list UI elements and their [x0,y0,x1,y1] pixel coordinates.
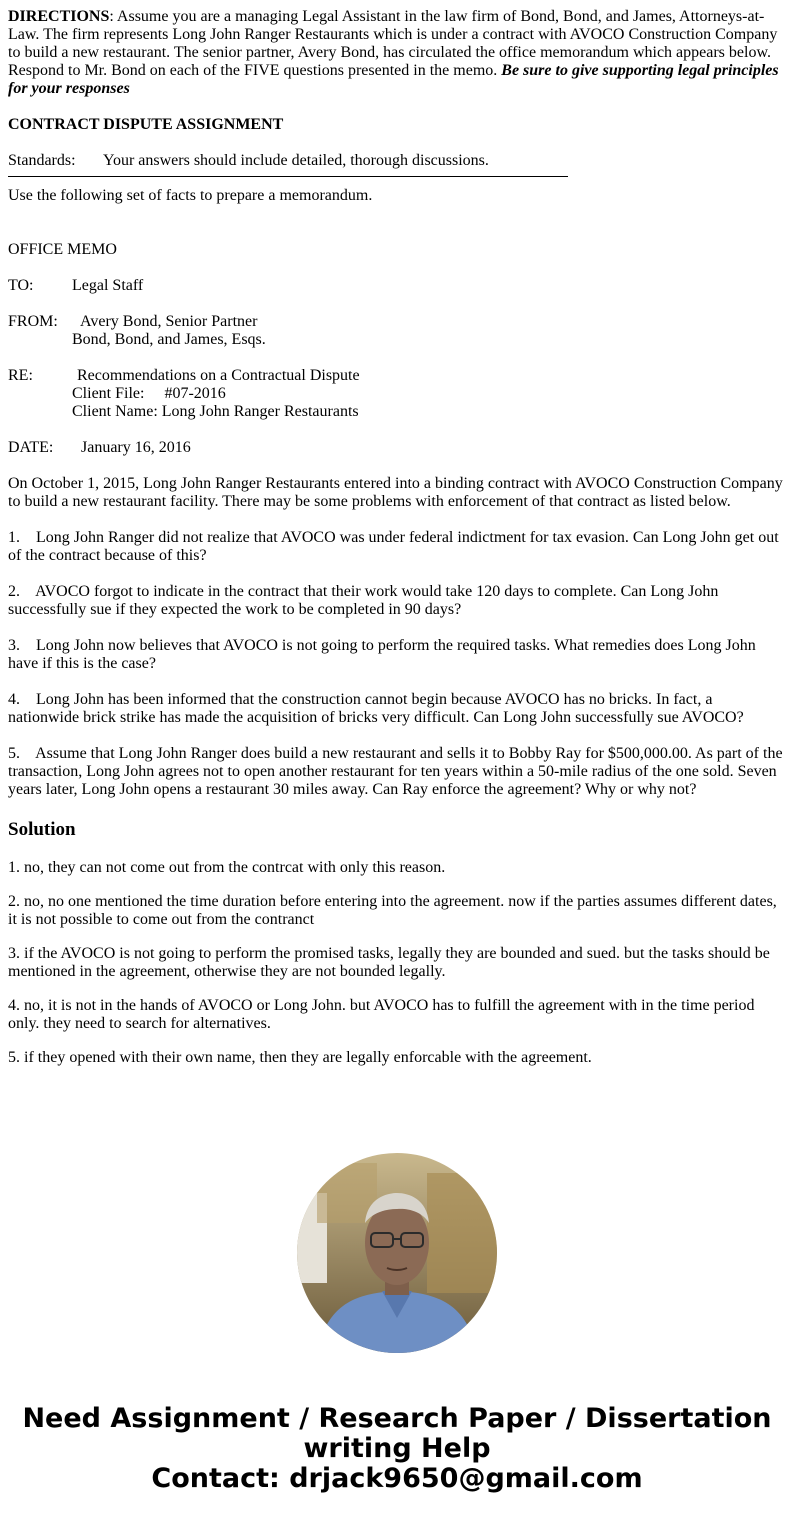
directions-paragraph [8,8,786,98]
question-5: 5. Assume that Long John Ranger does build a new restaurant and sells it to Bobby Ray for $500,000.00. As part of the transaction, Long John agrees not to open another restaurant for ten years within a 50-mile radius of the one sold. Seven years later, Long John opens a restaurant 30 miles away. Can Ray enforce the agreement? Why or why not? [8,745,787,798]
question-3: 3. Long John now believes that AVOCO is not going to perform the required tasks. What remedies does Long John have if this is the case? [8,637,760,672]
directions-label: DIRECTIONS [8,8,110,25]
question-4: 4. Long John has been informed that the construction cannot begin because AVOCO has no bricks. In fact, a nationwide brick strike has made the acquisition of bricks very difficult. Can Long John successfully sue AVOCO? [8,691,744,726]
directions-emphasis: Be sure to give supporting legal principles for your responses [8,62,779,97]
standards-line [8,152,786,170]
document [8,8,786,1083]
promo-banner [0,1404,794,1494]
memo-heading: OFFICE MEMO [8,241,117,258]
intro-text: Use the following set of facts to prepare a memorandum. [8,187,373,204]
answer-4: 4. no, it is not in the hands of AVOCO or Long John. but AVOCO has to fulfill the agreement with in the time period only. they need to search for alternatives. [8,997,755,1032]
solution-answers [8,859,786,1067]
question-2: 2. AVOCO forgot to indicate in the contract that their work would take 120 days to complete. Can Long John successfully sue if they expected the work to be completed in 90 days? [8,583,723,618]
answer-1: 1. no, they can not come out from the contrcat with only this reason. [8,859,446,876]
memo-to: TO: Legal Staff [8,277,144,294]
author-photo [297,1153,497,1353]
banner-contact[interactable]: Contact: drjack9650@gmail.com [151,1463,643,1494]
memo-re: RE: Recommendations on a Contractual Dispute Client File: #07-2016 Client Name: Long John Ranger Restaurants [8,367,360,420]
answer-2: 2. no, no one mentioned the time duration before entering into the agreement. now if the parties assumes different dates, it is not possible to come out from the contranct [8,893,777,928]
author-avatar [297,1153,497,1353]
question-1: 1. Long John Ranger did not realize that AVOCO was under federal indictment for tax evasion. Can Long John get out of the contract because of this? [8,529,783,564]
assignment-title: CONTRACT DISPUTE ASSIGNMENT [8,116,284,133]
memo-from: FROM: Avery Bond, Senior Partner Bond, Bond, and James, Esqs. [8,313,266,348]
standards-text: Your answers should include detailed, thorough discussions. [103,152,489,169]
horizontal-rule [8,176,568,177]
memo-body: On October 1, 2015, Long John Ranger Restaurants entered into a binding contract with AVOCO Construction Company to build a new restaurant facility. There may be some problems with enforcement of that contract as listed below. [8,475,783,510]
memo-date: DATE: January 16, 2016 [8,439,191,456]
banner-line-1: Need Assignment / Research Paper / Dissertation [22,1403,772,1434]
solution-heading: Solution [8,819,76,840]
answer-3: 3. if the AVOCO is not going to perform the promised tasks, legally they are bounded and sued. but the tasks should be mentioned in the agreement, otherwise they are not bounded legally. [8,945,770,980]
directions-body: : Assume you are a managing Legal Assistant in the law firm of Bond, Bond, and James, Attorneys-at-Law. The firm represents Long John Ranger Restaurants which is under a contract with AVOCO Construction Company to build a new restaurant. The senior partner, Avery Bond, has circulated the office memorandum which appears below. Respond to Mr. Bond on each of the FIVE questions presented in the memo. [8,8,778,79]
banner-line-2: writing Help [303,1433,491,1464]
answer-5: 5. if they opened with their own name, then they are legally enforcable with the agreement. [8,1049,592,1066]
standards-label: Standards: [8,152,76,169]
